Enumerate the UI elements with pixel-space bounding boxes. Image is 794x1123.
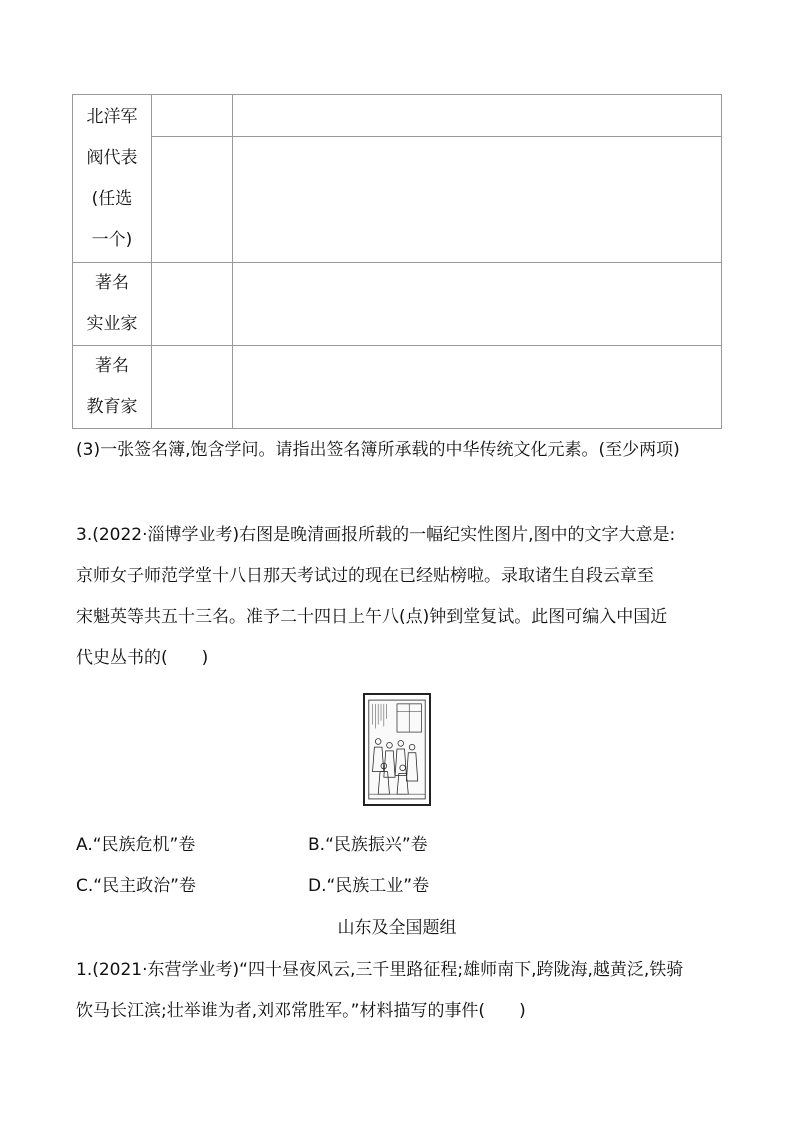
option-c[interactable]: C.“民主政治”卷 (76, 876, 196, 896)
question-3-line-3: 宋魁英等共五十三名。准予二十四日上午八(点)钟到堂复试。此图可编入中国近 (76, 607, 668, 627)
row-label-industrialist-text: 著名 实业家 (86, 273, 138, 334)
question-1-line-2: 饮马长江滨;壮举谁为者,刘邓常胜军。”材料描写的事件( ) (76, 1001, 526, 1021)
row-label-industrialist (73, 263, 152, 346)
question-3-line-2: 京师女子师范学堂十八日那天考试过的现在已经贴榜啦。录取诸生自段云章至 (76, 566, 654, 586)
cell-educator-name[interactable] (152, 346, 233, 429)
row-label-warlord (73, 95, 152, 263)
option-a[interactable]: A.“民族危机”卷 (76, 835, 196, 855)
row-label-educator-text: 著名 教育家 (86, 356, 138, 417)
question-3-line-1: 3.(2022·淄博学业考)右图是晚清画报所载的一幅纪实性图片,图中的文字大意是: (76, 525, 676, 545)
cell-warlord-name[interactable] (152, 95, 233, 137)
answer-table (72, 94, 722, 429)
cell-warlord-detail-2[interactable] (233, 137, 722, 263)
option-d[interactable]: D.“民族工业”卷 (308, 876, 430, 896)
question-3-subpart: (3)一张签名簿,饱含学问。请指出签名簿所承载的中华传统文化元素。(至少两项) (76, 440, 680, 460)
section-title: 山东及全国题组 (337, 918, 457, 938)
question-3-line-4: 代史丛书的( ) (76, 648, 209, 668)
illustration-drawing (365, 695, 429, 804)
row-label-educator (73, 346, 152, 429)
cell-warlord-blank[interactable] (152, 137, 233, 263)
cell-industrialist-detail[interactable] (233, 263, 722, 346)
question-1-line-1: 1.(2021·东营学业考)“四十昼夜风云,三千里路征程;雄师南下,跨陇海,越黄泛,铁骑 (76, 960, 684, 980)
late-qing-illustration-image (363, 693, 431, 806)
cell-industrialist-name[interactable] (152, 263, 233, 346)
row-label-warlord-text: 北洋军 阀代表 (任选 一个) (86, 106, 138, 250)
cell-warlord-detail-1[interactable] (233, 95, 722, 137)
option-b[interactable]: B.“民族振兴”卷 (308, 835, 428, 855)
cell-educator-detail[interactable] (233, 346, 722, 429)
